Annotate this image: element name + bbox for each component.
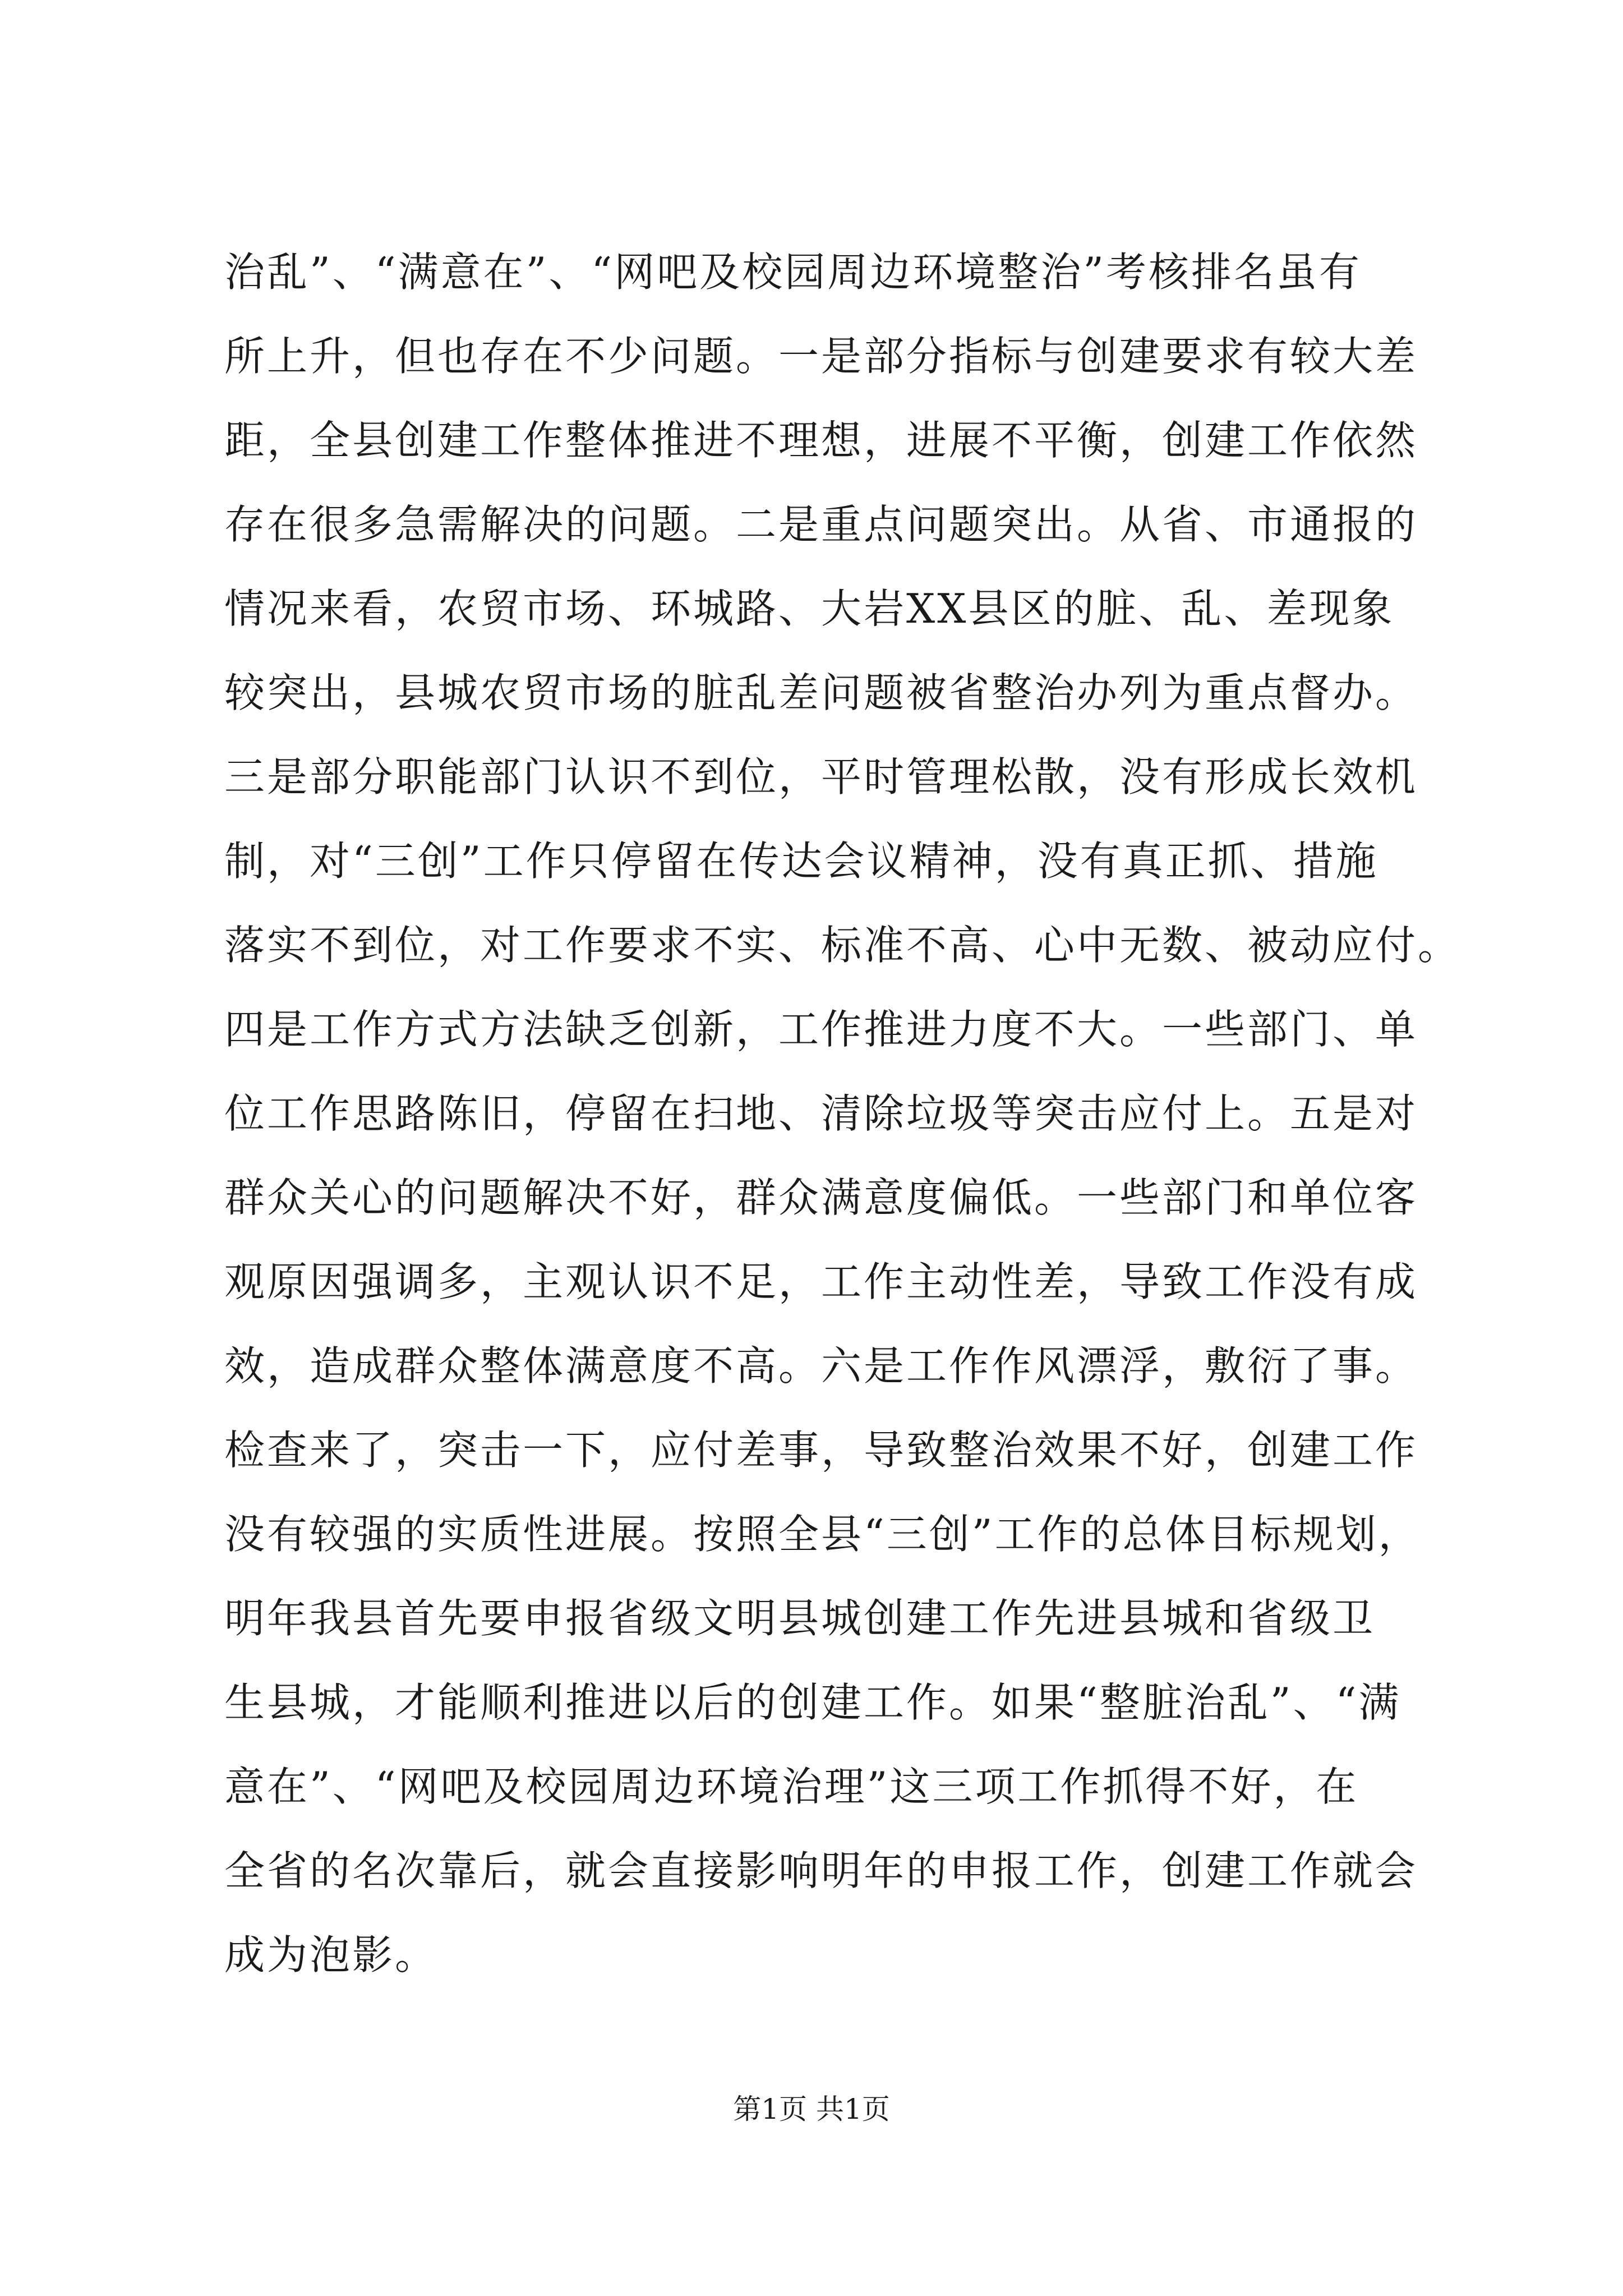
text-line: 明年我县首先要申报省级文明县城创建工作先进县城和省级卫 [224,1595,1376,1642]
text-line: 治乱”、“满意在”、“网吧及校园周边环境整治”考核排名虽有 [224,249,1362,296]
text-line: 检查来了，突击一下，应付差事，导致整治效果不好，创建工作 [224,1427,1418,1474]
text-line: 距，全县创建工作整体推进不理想，进展不平衡，创建工作依然 [224,417,1418,464]
text-line: 意在”、“网吧及校园周边环境治理”这三项工作抓得不好，在 [224,1763,1359,1810]
text-line: 观原因强调多，主观认识不足，工作主动性差，导致工作没有成 [224,1258,1418,1305]
text-line: 群众关心的问题解决不好，群众满意度偏低。一些部门和单位客 [224,1174,1418,1221]
text-line: 制，对“三创”工作只停留在传达会议精神，没有真正抓、措施 [224,838,1378,885]
text-line: 存在很多急需解决的问题。二是重点问题突出。从省、市通报的 [224,501,1418,548]
body-paragraph [224,230,1461,1997]
text-line: 效，造成群众整体满意度不高。六是工作作风漂浮，敷衍了事。 [224,1342,1418,1389]
text-line: 全省的名次靠后，就会直接影响明年的申报工作，创建工作就会 [224,1847,1418,1894]
text-line: 没有较强的实质性进展。按照全县“三创”工作的总体目标规划， [224,1511,1421,1558]
text-line: 所上升，但也存在不少问题。一是部分指标与创建要求有较大差 [224,333,1418,380]
text-line: 生县城，才能顺利推进以后的创建工作。如果“整脏治乱”、“满 [224,1679,1401,1726]
text-line: 位工作思路陈旧，停留在扫地、清除垃圾等突击应付上。五是对 [224,1090,1418,1137]
text-line: 成为泡影。 [224,1931,438,1978]
text-line: 落实不到位，对工作要求不实、标准不高、心中无数、被动应付。 [224,922,1461,969]
text-line: 四是工作方式方法缺乏创新，工作推进力度不大。一些部门、单 [224,1006,1418,1053]
text-line: 三是部分职能部门认识不到位，平时管理松散，没有形成长效机 [224,753,1418,800]
text-line: 情况来看，农贸市场、环城路、大岩XX县区的脏、乱、差现象 [224,585,1395,632]
text-line: 较突出，县城农贸市场的脏乱差问题被省整治办列为重点督办。 [224,669,1418,716]
page-number-footer: 第1页 共1页 [733,2093,890,2125]
